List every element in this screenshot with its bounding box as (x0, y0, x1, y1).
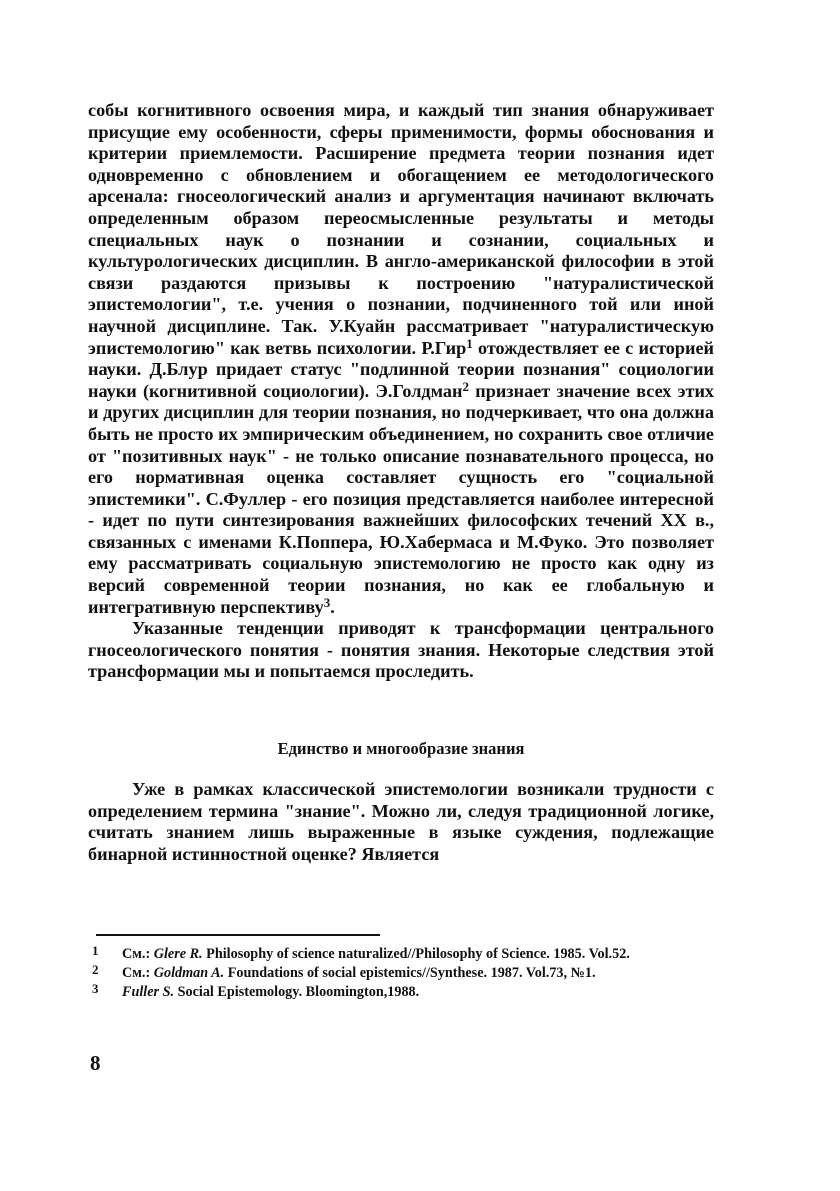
footnote-number: 1 (92, 943, 99, 958)
footnote-number: 3 (92, 981, 99, 996)
paragraph-1-part-3: признает значение всех этих и других дисциплин для теории познания, но подчеркивает, что она должна быть не просто их эмпирическим объединением, но сохранить свое отличие от "позитивных наук" - не только описание познавательного процесса, но его нормативная оценка составляет сущность его "социальной эпистемики". С.Фуллер - его позиция представляется наиболее интересной - идет по пути синтезирования важнейших философских течений XX в., связанных с именами К.Поппера, Ю.Хабермаса и М.Фуко. Это позволяет ему рассматривать социальную эпистемологию не просто как одну из версий современной теории познания, но как ее глобальную и интегративную перспективу (88, 380, 715, 617)
footnote-divider (96, 934, 380, 936)
footnote-text: Social Epistemology. Bloomington,1988. (177, 984, 420, 1000)
footnote-prefix: См.: (122, 965, 151, 981)
paragraph-1-part-2: отождествляет ее с историей науки. Д.Блур придает статус "подлинной теории познания" социологии науки (когнитивной социологии). Э.Голдман (88, 337, 714, 401)
footnote-ref-2[interactable]: 2 (462, 378, 469, 394)
footnote-ref-3[interactable]: 3 (323, 594, 331, 610)
footnote-text: Foundations of social epistemics//Synthese. 1987. Vol.73, №1. (227, 965, 596, 981)
body-paragraph-1 (88, 100, 714, 618)
footnote-text: Philosophy of science naturalized//Philosophy of Science. 1985. Vol.52. (206, 946, 630, 962)
footnote-author: Fuller S. (122, 984, 175, 1000)
footnote-author: Goldman A. (153, 965, 225, 981)
footnotes (92, 943, 714, 1003)
footnote-prefix: См.: (122, 946, 151, 962)
footnote-2 (92, 962, 714, 982)
body-paragraph-2: Указанные тенденции приводят к трансформации центрального гносеологического понятия - понятия знания. Некоторые следствия этой трансформации мы и попытаемся проследить. (88, 618, 714, 682)
section-heading: Единство и многообразие знания (277, 739, 525, 759)
page-number: 8 (90, 1051, 101, 1075)
footnote-number: 2 (92, 962, 99, 977)
body-paragraph-3: Уже в рамках классической эпистемологии возникали трудности с определением термина "знание". Можно ли, следуя традиционной логике, считать знанием лишь выраженные в языке суждения, подлежащие бинарной истинностной оценке? Является (88, 779, 714, 864)
paragraph-1-part-4: . (330, 596, 335, 617)
footnote-1 (92, 943, 714, 963)
footnote-3 (92, 981, 714, 1001)
footnote-author: Glere R. (153, 946, 203, 962)
page-body (88, 100, 714, 865)
paragraph-1-part-1: собы когнитивного освоения мира, и каждый тип знания обнаруживает присущие ему особенности, сферы применимости, формы обоснования и критерии приемлемости. Расширение предмета теории познания идет одновременно с обновлением и обогащением ее методологического арсенала: гносеологический анализ и аргументация начинают включать определенным образом переосмысленные результаты и методы специальных наук о познании и сознании, социальных и культурологических дисциплин. В англо-американской философии в этой связи раздаются призывы к построению "натуралистической эпистемологии", т.е. учения о познании, подчиненного той или иной научной дисциплине. Так. У.Куайн рассматривает "натуралистическую эпистемологию" как ветвь психологии. Р.Гир (88, 100, 714, 358)
footnote-ref-1[interactable]: 1 (466, 335, 473, 351)
